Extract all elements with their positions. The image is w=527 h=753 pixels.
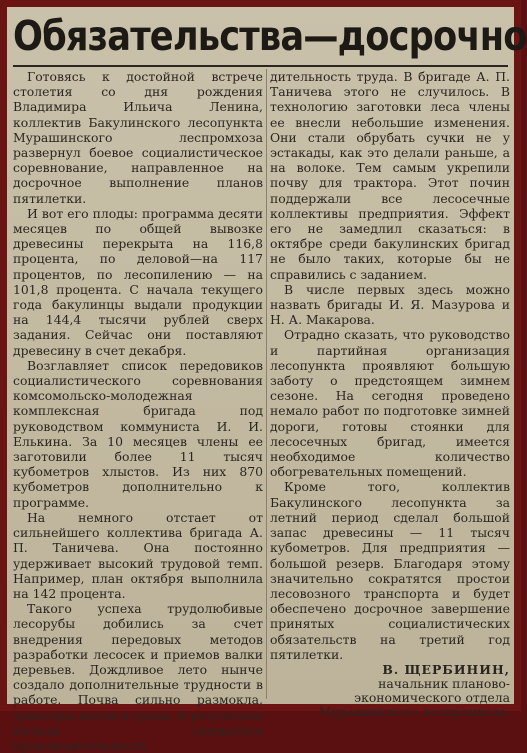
author-role: начальник планово- [378, 676, 510, 692]
paragraph: В числе первых здесь можно назвать бригады И. Я. Мазурова и Н. А. Макарова. [270, 281, 510, 328]
paragraph: Отрадно сказать, что руководство и партийная организация лесопункта проявляют большую заботу о предстоящем зимнем сезоне. На сегодня проведено немало работ по подготовке зимней дороги, готовы стоянки для лесосечных бригад, имеется необходимое количество обогревательных помещений. [270, 327, 510, 480]
paragraph: Кроме того, коллектив Бакулинского лесопункта за летний период сделал большой запас древесины — 11 тысяч кубометров. Для предприятия — большой резерв. Благодаря этому значительно сократятся простои лесовозного транспорта и будет обеспечено досрочное завершение принятых социалистических обязательств на третий год пятилетки. [270, 479, 510, 662]
author-name: В. ЩЕРБИНИН, [382, 661, 510, 677]
paragraph: Готовясь к достойной встрече столетия со дня рождения Владимира Ильича Ленина, коллектив Бакулинского лесопункта Мурашинского леспромхоза развернул боевое социалистическое соревнование, направленное на досрочное выполнение планов пятилетки. [13, 69, 263, 206]
headline-rule [13, 65, 508, 67]
paragraph: И вот его плоды: программа десяти месяцев по общей вывозке древесины перекрыта на 116,8 процента, по деловой—на 117 процентов, по лесопилению — на 101,8 процента. С начала текущего года бакулинцы выдали продукции на 144,4 тысячи рублей сверх задания. Сейчас они поставляют древесину в счет декабря. [13, 205, 263, 358]
paragraph: Такого успеха трудолюбивые лесорубы добились за счет внедрения передовых методов разработки лесосек и приемов валки деревьев. Дождливое лето нынче создало дополнительные трудности в работе. Почва сильно размокла, тракторы вязли в грязи. В результате начала снижаться производительность [13, 601, 263, 753]
author-organization: Мурашинского леспромхоза. [318, 704, 510, 720]
paragraph: Возглавляет список передовиков социалистического соревнования комсомольско-молодежная комплексная бригада под руководством коммуниста И. И. Елькина. За 10 месяцев члены ее заготовили более 11 тысяч кубометров хлыстов. Из них 870 кубометров дополнительно к программе. [13, 357, 263, 510]
article-column-left [13, 69, 263, 753]
newspaper-clipping [7, 7, 527, 753]
article-column-right [270, 69, 510, 719]
headline: Обязательства—досрочно [13, 12, 527, 60]
paragraph: дительность труда. В бригаде А. П. Таничева этого не случилось. В технологию заготовки леса члены ее внесли небольшие изменения. Они стали обрубать сучки не у эстакады, как это делали раньше, а на волоке. Тем самым укрепили почву для трактора. Этот почин поддержали все лесосечные коллективы предприятия. Эффект его не замедлил сказаться: в октябре среди бакулинских бригад не было таких, которые бы не справились с заданием. [270, 69, 510, 282]
column-divider [266, 69, 267, 699]
author-role: экономического отдела [354, 690, 510, 706]
paragraph: На немного отстает от сильнейшего коллектива бригада А. П. Таничева. Она постоянно удерживает высокий трудовой темп. Например, план октября выполнила на 142 процента. [13, 509, 263, 601]
